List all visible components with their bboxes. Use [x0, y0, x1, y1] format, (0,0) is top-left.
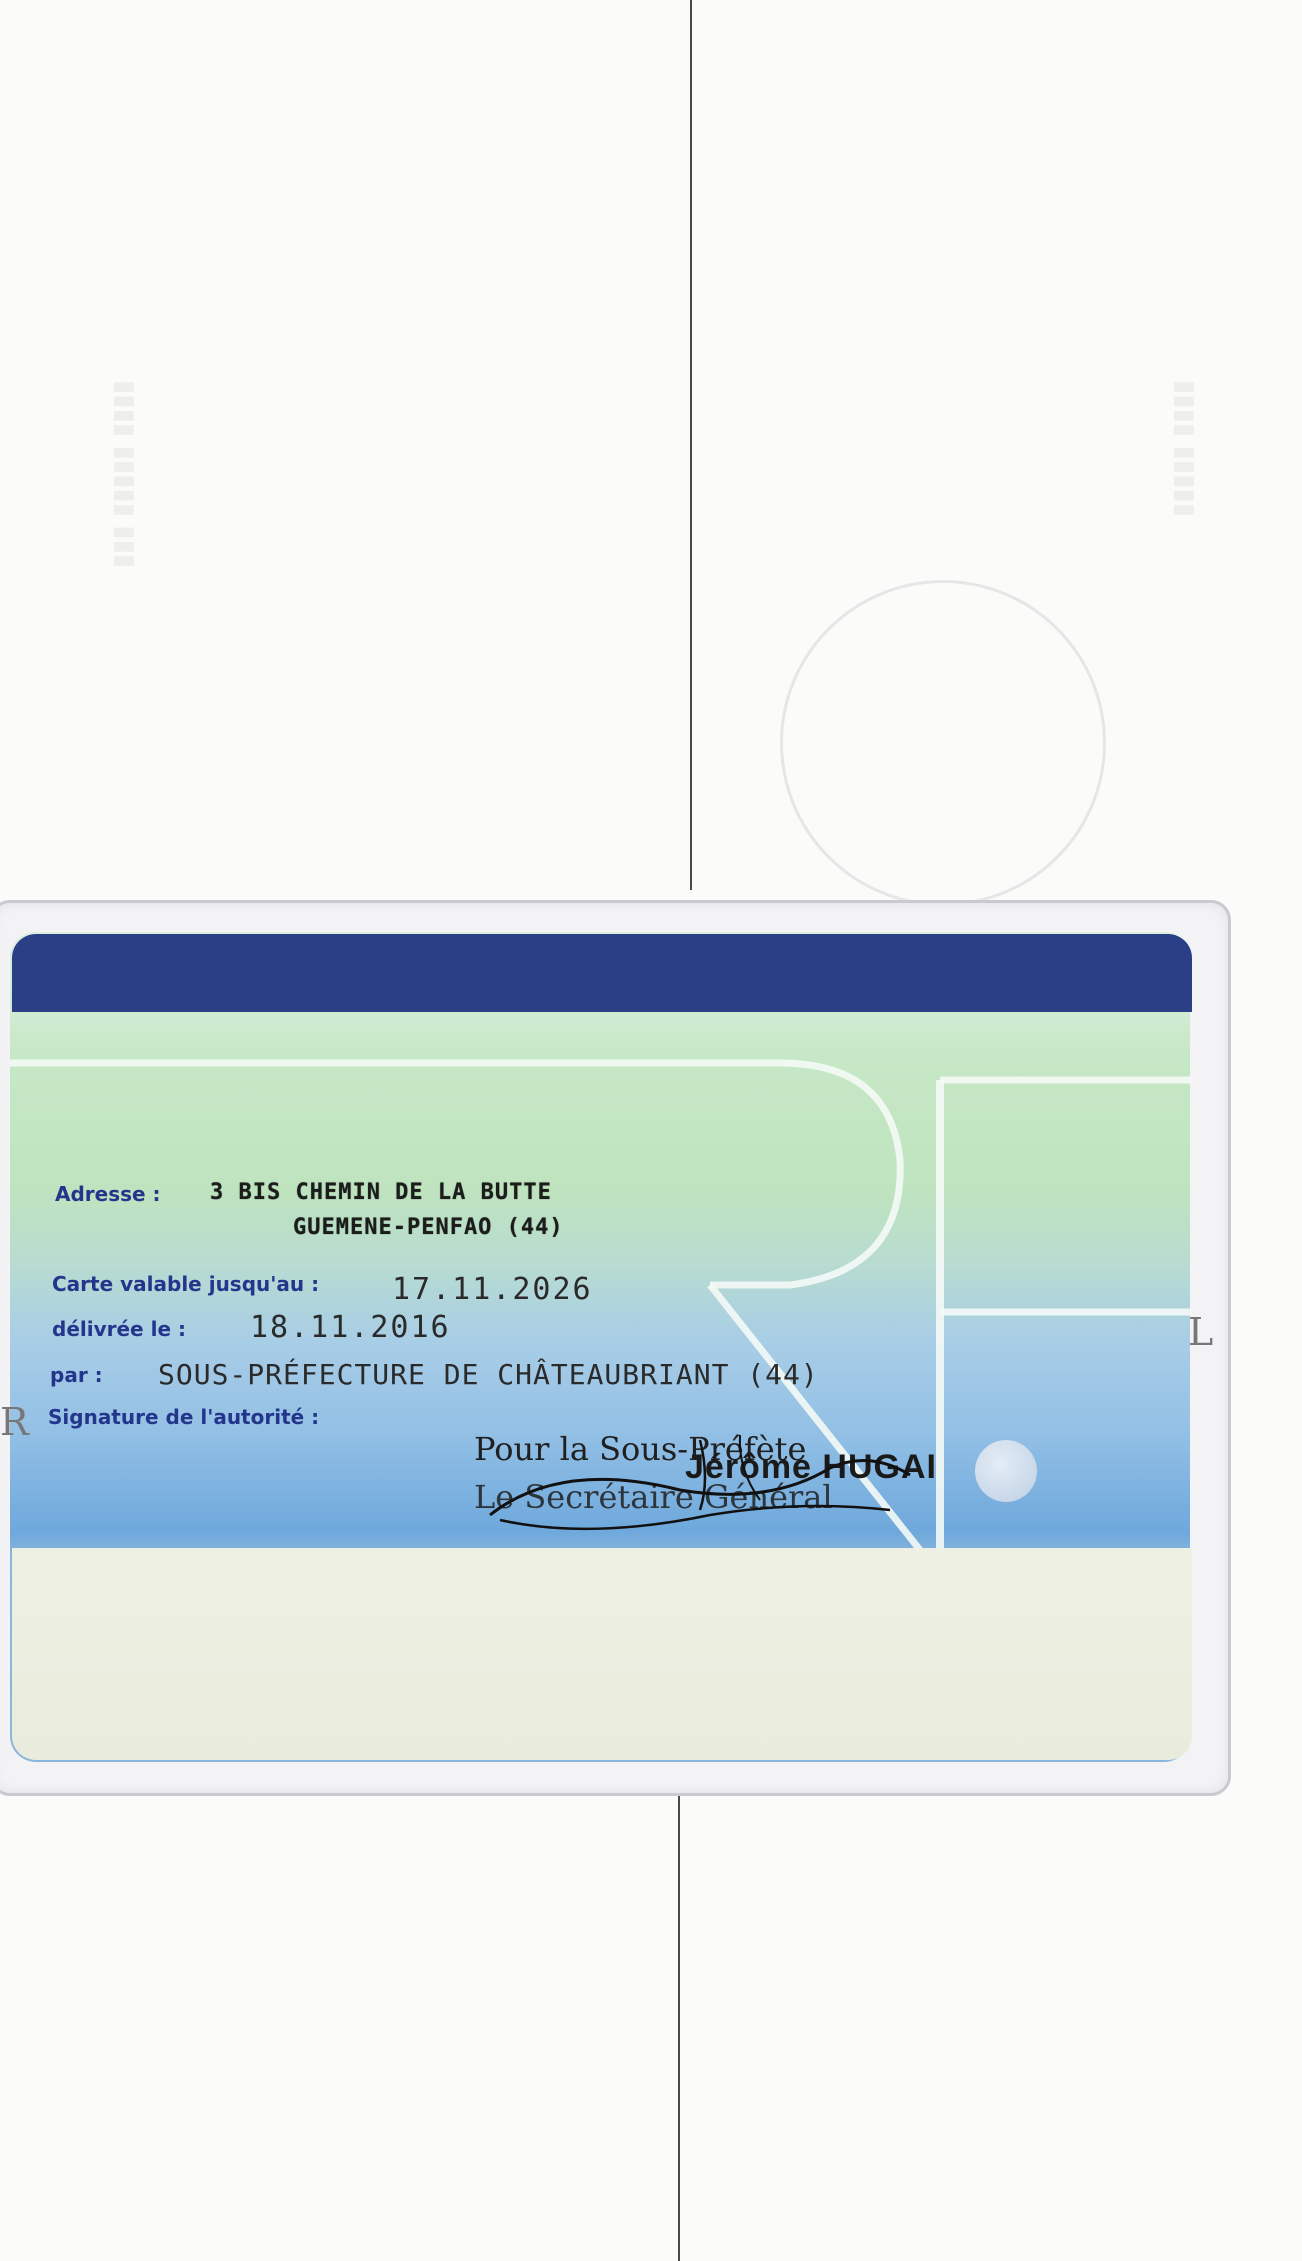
edge-fragment: R — [0, 1400, 29, 1444]
address-label: Adresse : — [55, 1182, 161, 1206]
signature-label: Signature de l'autorité : — [48, 1405, 320, 1429]
signature-line-2: Le Secrétaire Général — [474, 1478, 833, 1516]
address-line-2: GUEMENE-PENFAO (44) — [293, 1215, 564, 1240]
show-through-text: ▮▮▮▮ ▮▮▮▮▮ — [1170, 380, 1200, 518]
address-line-1: 3 BIS CHEMIN DE LA BUTTE — [210, 1180, 552, 1205]
card-top-band — [12, 934, 1192, 1012]
edge-fragment: L — [1188, 1310, 1214, 1354]
authority-value: SOUS-PRÉFECTURE DE CHÂTEAUBRIANT (44) — [158, 1358, 819, 1391]
valid-until-value: 17.11.2026 — [392, 1272, 593, 1307]
signature-line-1: Pour la Sous-Préfète — [474, 1430, 807, 1468]
handwritten-signature — [470, 1420, 950, 1540]
fold-line-bottom — [678, 1790, 680, 2261]
valid-until-label: Carte valable jusqu'au : — [52, 1272, 320, 1296]
authority-label: par : — [50, 1363, 103, 1387]
show-through-stamp — [780, 580, 1106, 906]
signature-name: Jérôme HUGAI — [685, 1448, 937, 1486]
fold-line-top — [690, 0, 692, 890]
card-lower-panel — [12, 1548, 1192, 1760]
show-through-text: ▮▮▮▮ ▮▮▮▮▮ ▮▮▮ — [110, 380, 140, 569]
issued-value: 18.11.2016 — [250, 1310, 451, 1345]
issued-label: délivrée le : — [52, 1317, 186, 1341]
hologram-dot — [975, 1440, 1037, 1502]
